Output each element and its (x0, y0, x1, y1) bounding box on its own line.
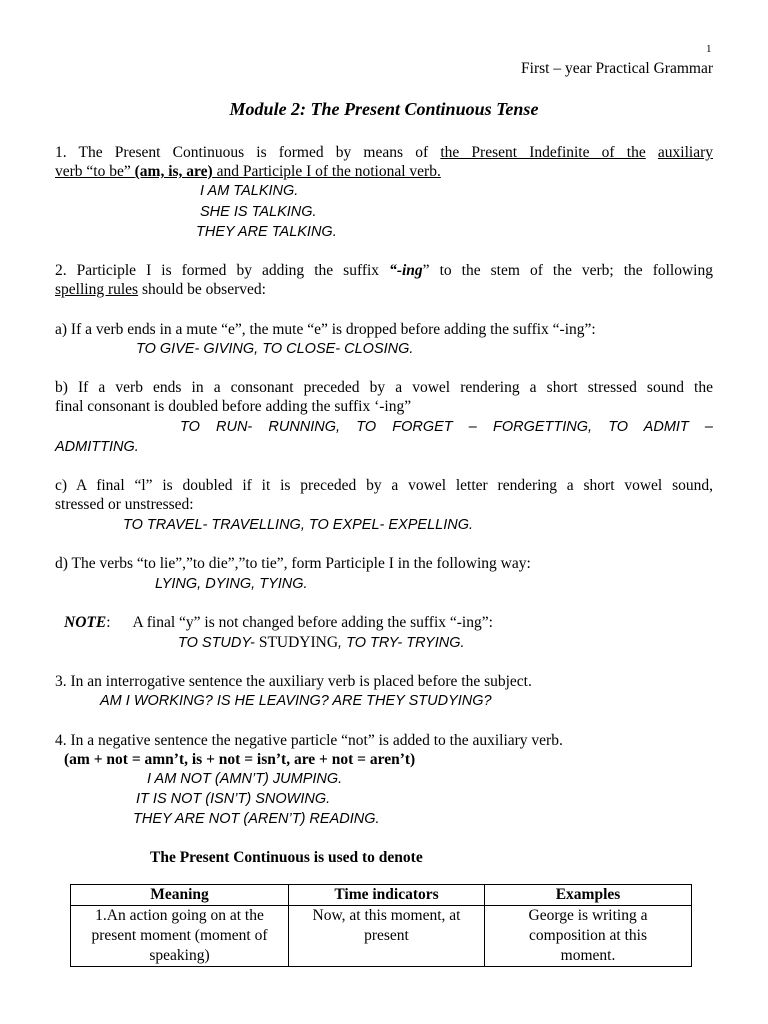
rule-b-line2: final consonant is doubled before adding the suffix ‘-ing” (55, 398, 412, 415)
section1-line1: 1. The Present Continuous is formed by means of the Present Indefinite of the auxiliary (55, 144, 713, 161)
section1-example-2: SHE IS TALKING. (200, 204, 317, 220)
cell-meaning: 1.An action going on at the present moment (moment of speaking) (71, 906, 289, 967)
rule-b-line1: b) If a verb ends in a consonant preceded by a vowel rendering a short stressed sound the (55, 379, 713, 396)
page-title: Module 2: The Present Continuous Tense (229, 99, 539, 119)
rule-c-line1: c) A final “l” is doubled if it is preceded by a vowel letter rendering a short vowel sound, (55, 477, 713, 494)
section4-contractions: (am + not = amn’t, is + not = isn’t, are + not = aren’t) (64, 751, 416, 768)
rule-b-example-1: TO RUN- RUNNING, TO FORGET – FORGETTING, TO ADMIT – (180, 419, 713, 435)
cell-time-indicators: Now, at this moment, at present (289, 906, 485, 967)
page-number: 1 (706, 43, 712, 55)
section4-example-1: I AM NOT (AMN’T) JUMPING. (147, 771, 343, 787)
section2-line2: spelling rules should be observed: (55, 281, 266, 298)
header-meaning: Meaning (71, 885, 289, 906)
running-title: First – year Practical Grammar (521, 60, 713, 77)
rule-b-example-2: ADMITTING. (55, 439, 139, 455)
table-caption: The Present Continuous is used to denote (150, 849, 423, 866)
section4-example-3: THEY ARE NOT (AREN’T) READING. (133, 811, 380, 827)
section1-line2: verb “to be” (am, is, are) and Participle I of the notional verb. (55, 163, 441, 180)
rule-c-example: TO TRAVEL- TRAVELLING, TO EXPEL- EXPELLING. (123, 517, 474, 533)
section4-example-2: IT IS NOT (ISN’T) SNOWING. (136, 791, 331, 807)
usage-table (70, 884, 692, 967)
section4-text: 4. In a negative sentence the negative particle “not” is added to the auxiliary verb. (55, 732, 563, 749)
section1-example-1: I AM TALKING. (200, 183, 299, 199)
rule-c-line2: stressed or unstressed: (55, 496, 194, 513)
rule-d-text: d) The verbs “to lie”,”to die”,”to tie”, form Participle I in the following way: (55, 555, 531, 572)
section2-line1: 2. Participle I is formed by adding the suffix “-ing” to the stem of the verb; the following (55, 262, 713, 279)
table-header-row (71, 885, 692, 906)
rule-d-example: LYING, DYING, TYING. (155, 576, 308, 592)
section3-example: AM I WORKING? IS HE LEAVING? ARE THEY STUDYING? (100, 693, 492, 709)
section1-example-3: THEY ARE TALKING. (196, 224, 337, 240)
note-example: TO STUDY- STUDYING, TO TRY- TRYING. (178, 634, 465, 651)
cell-example: George is writing a composition at this moment. (485, 906, 692, 967)
section3-text: 3. In an interrogative sentence the auxiliary verb is placed before the subject. (55, 673, 532, 690)
rule-a-text: a) If a verb ends in a mute “e”, the mute “e” is dropped before adding the suffix “-ing”: (55, 321, 596, 338)
header-examples: Examples (485, 885, 692, 906)
rule-a-example: TO GIVE- GIVING, TO CLOSE- CLOSING. (136, 341, 414, 357)
note-line: NOTE: A final “y” is not changed before adding the suffix “-ing”: (64, 614, 493, 631)
header-time-indicators: Time indicators (289, 885, 485, 906)
table-row (71, 906, 692, 967)
